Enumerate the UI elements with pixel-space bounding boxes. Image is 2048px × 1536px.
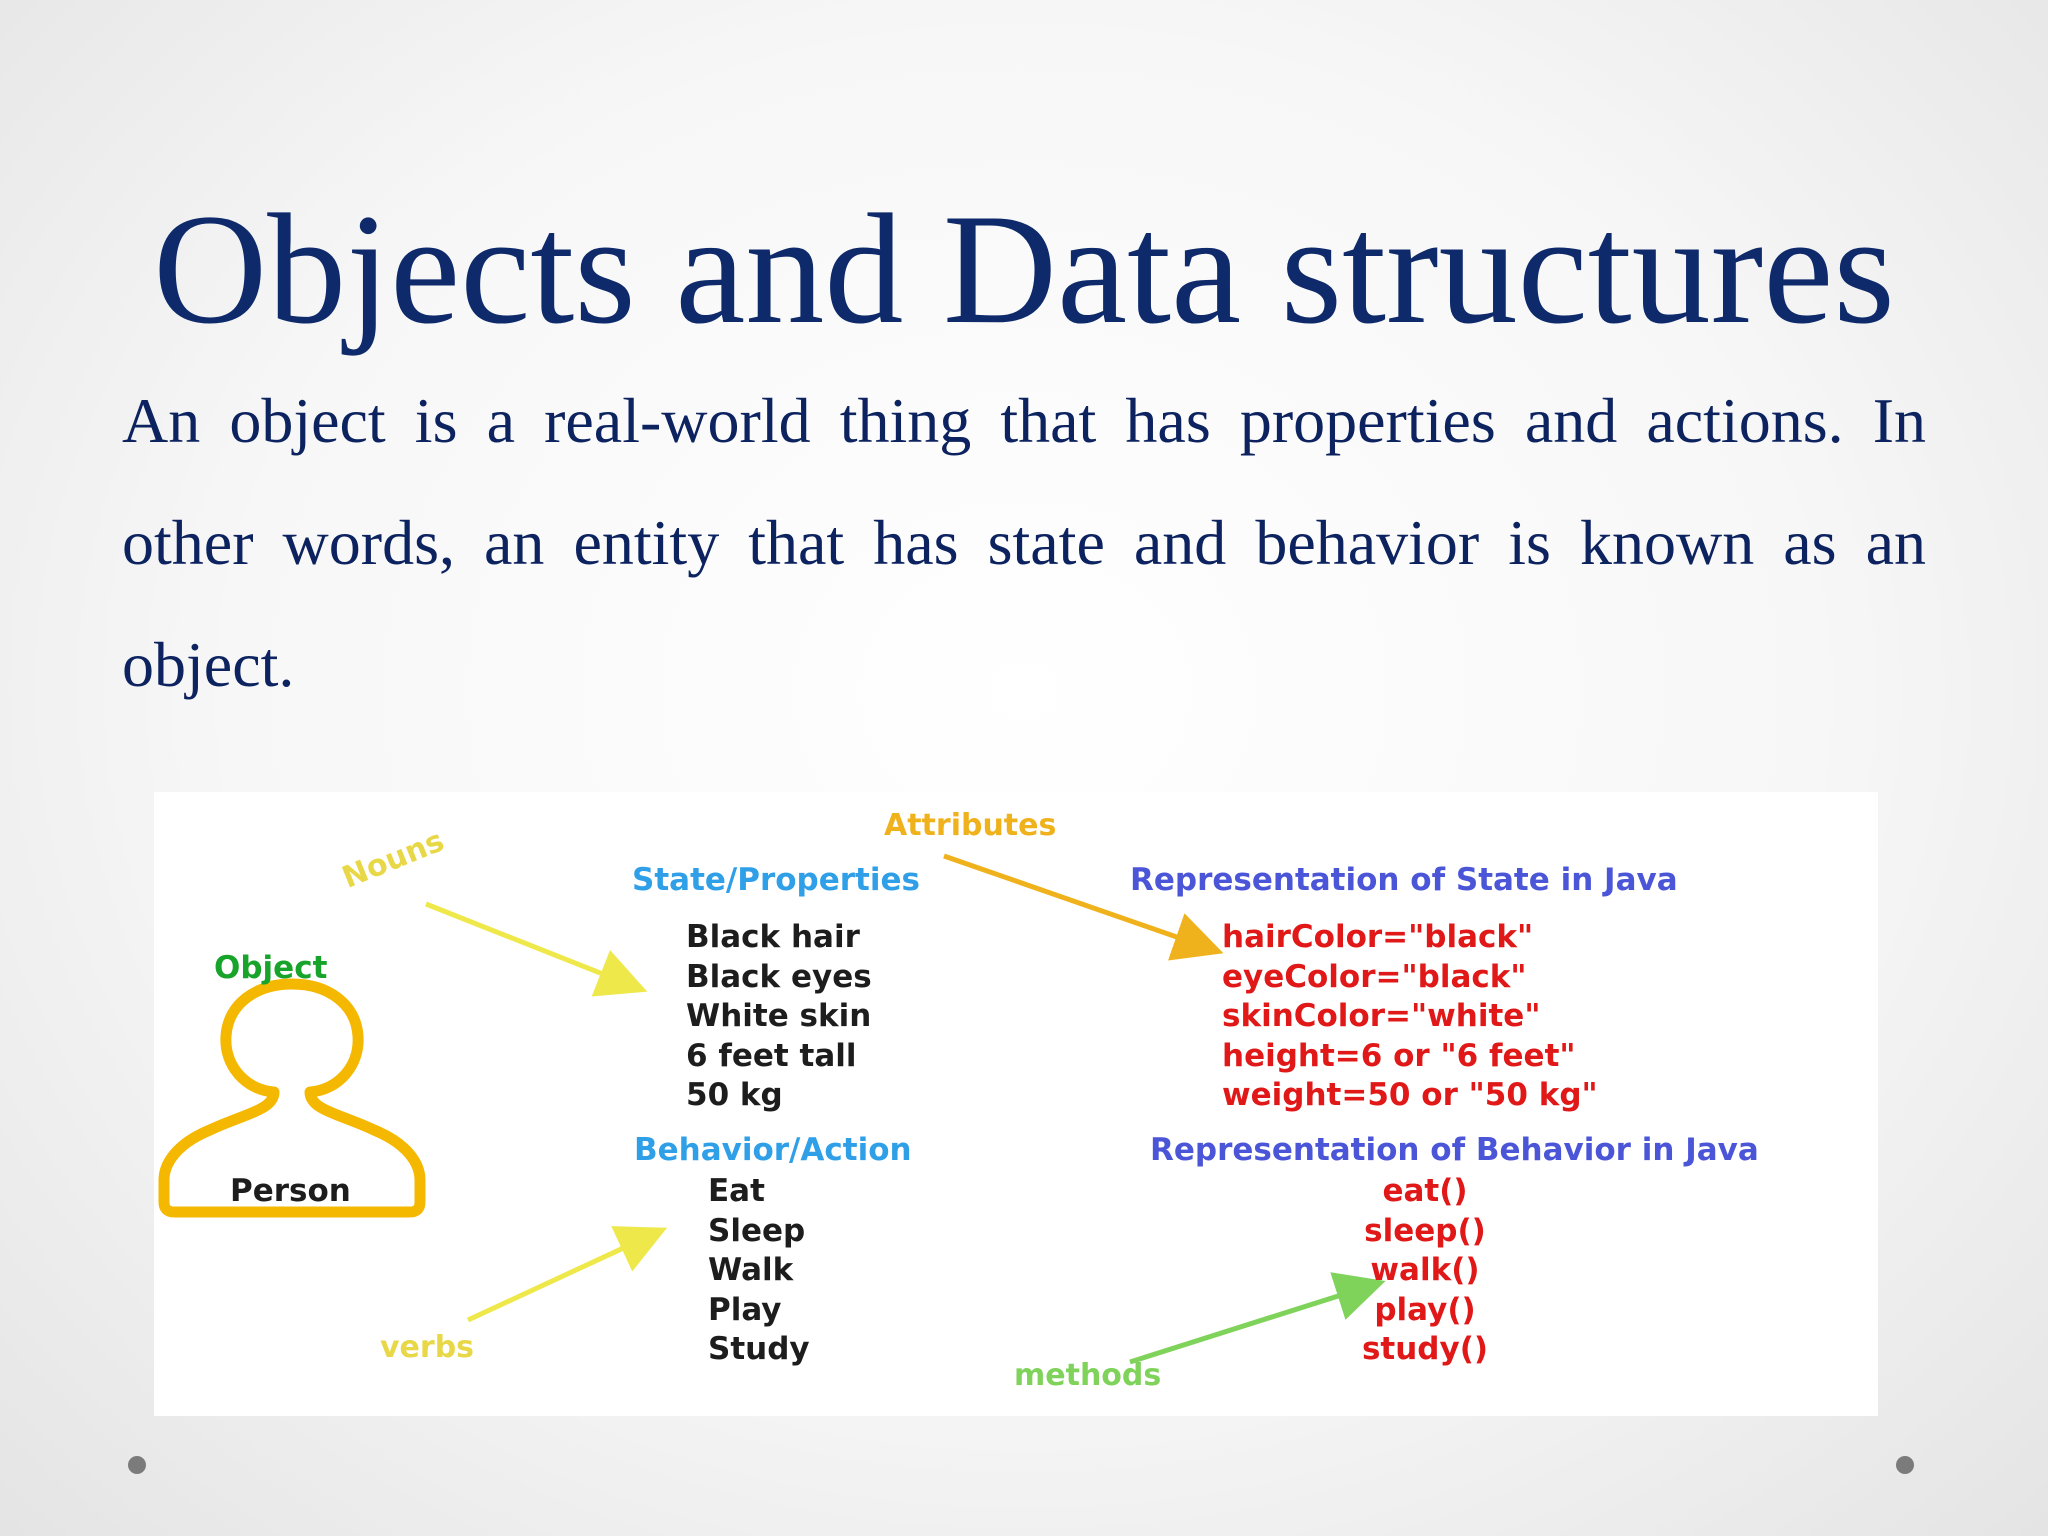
java-state-item: skinColor="white" <box>1222 998 1541 1034</box>
state-heading: State/Properties <box>632 862 920 898</box>
object-diagram <box>154 792 1878 1416</box>
verbs-label: verbs <box>380 1330 475 1365</box>
methods-label: methods <box>1014 1358 1162 1393</box>
attributes-label: Attributes <box>884 808 1057 843</box>
person-label: Person <box>230 1173 351 1209</box>
nouns-label: Nouns <box>337 823 450 896</box>
behavior-item: Walk <box>708 1252 794 1288</box>
java-state-list <box>1222 918 1598 1116</box>
state-item: 6 feet tall <box>686 1037 857 1074</box>
behavior-item: Eat <box>708 1173 765 1209</box>
java-behavior-item: walk() <box>1370 1252 1480 1288</box>
state-item: 50 kg <box>686 1077 783 1113</box>
verbs-arrow-icon <box>468 1232 658 1320</box>
java-behavior-item: study() <box>1361 1331 1489 1367</box>
java-state-item: hairColor="black" <box>1222 919 1534 955</box>
java-state-heading: Representation of State in Java <box>1130 862 1678 898</box>
state-list <box>686 918 872 1116</box>
state-item: White skin <box>686 998 872 1034</box>
behavior-item: Study <box>708 1331 810 1367</box>
behavior-heading: Behavior/Action <box>634 1132 912 1168</box>
java-behavior-heading: Representation of Behavior in Java <box>1150 1132 1759 1168</box>
left-decor-dot <box>128 1456 146 1474</box>
java-behavior-item: eat() <box>1382 1173 1468 1209</box>
java-behavior-item: sleep() <box>1364 1212 1486 1249</box>
java-state-item: weight=50 or "50 kg" <box>1222 1077 1598 1113</box>
java-state-item: height=6 or "6 feet" <box>1222 1037 1576 1074</box>
object-label: Object <box>214 950 328 986</box>
behavior-list <box>708 1172 810 1370</box>
slide-title: Objects and Data structures <box>153 182 1895 357</box>
behavior-item: Play <box>708 1291 782 1328</box>
slide-body-text: An object is a real-world thing that has properties and actions. In other words, an entity that has state and behavior is known as an object. <box>122 385 1926 700</box>
state-item: Black hair <box>686 919 860 955</box>
java-behavior-list <box>1340 1172 1510 1370</box>
right-decor-dot <box>1896 1456 1914 1474</box>
behavior-item: Sleep <box>708 1212 806 1249</box>
state-item: Black eyes <box>686 958 872 995</box>
java-behavior-item: play() <box>1374 1291 1476 1328</box>
java-state-item: eyeColor="black" <box>1222 958 1527 995</box>
nouns-arrow-icon <box>426 904 638 988</box>
